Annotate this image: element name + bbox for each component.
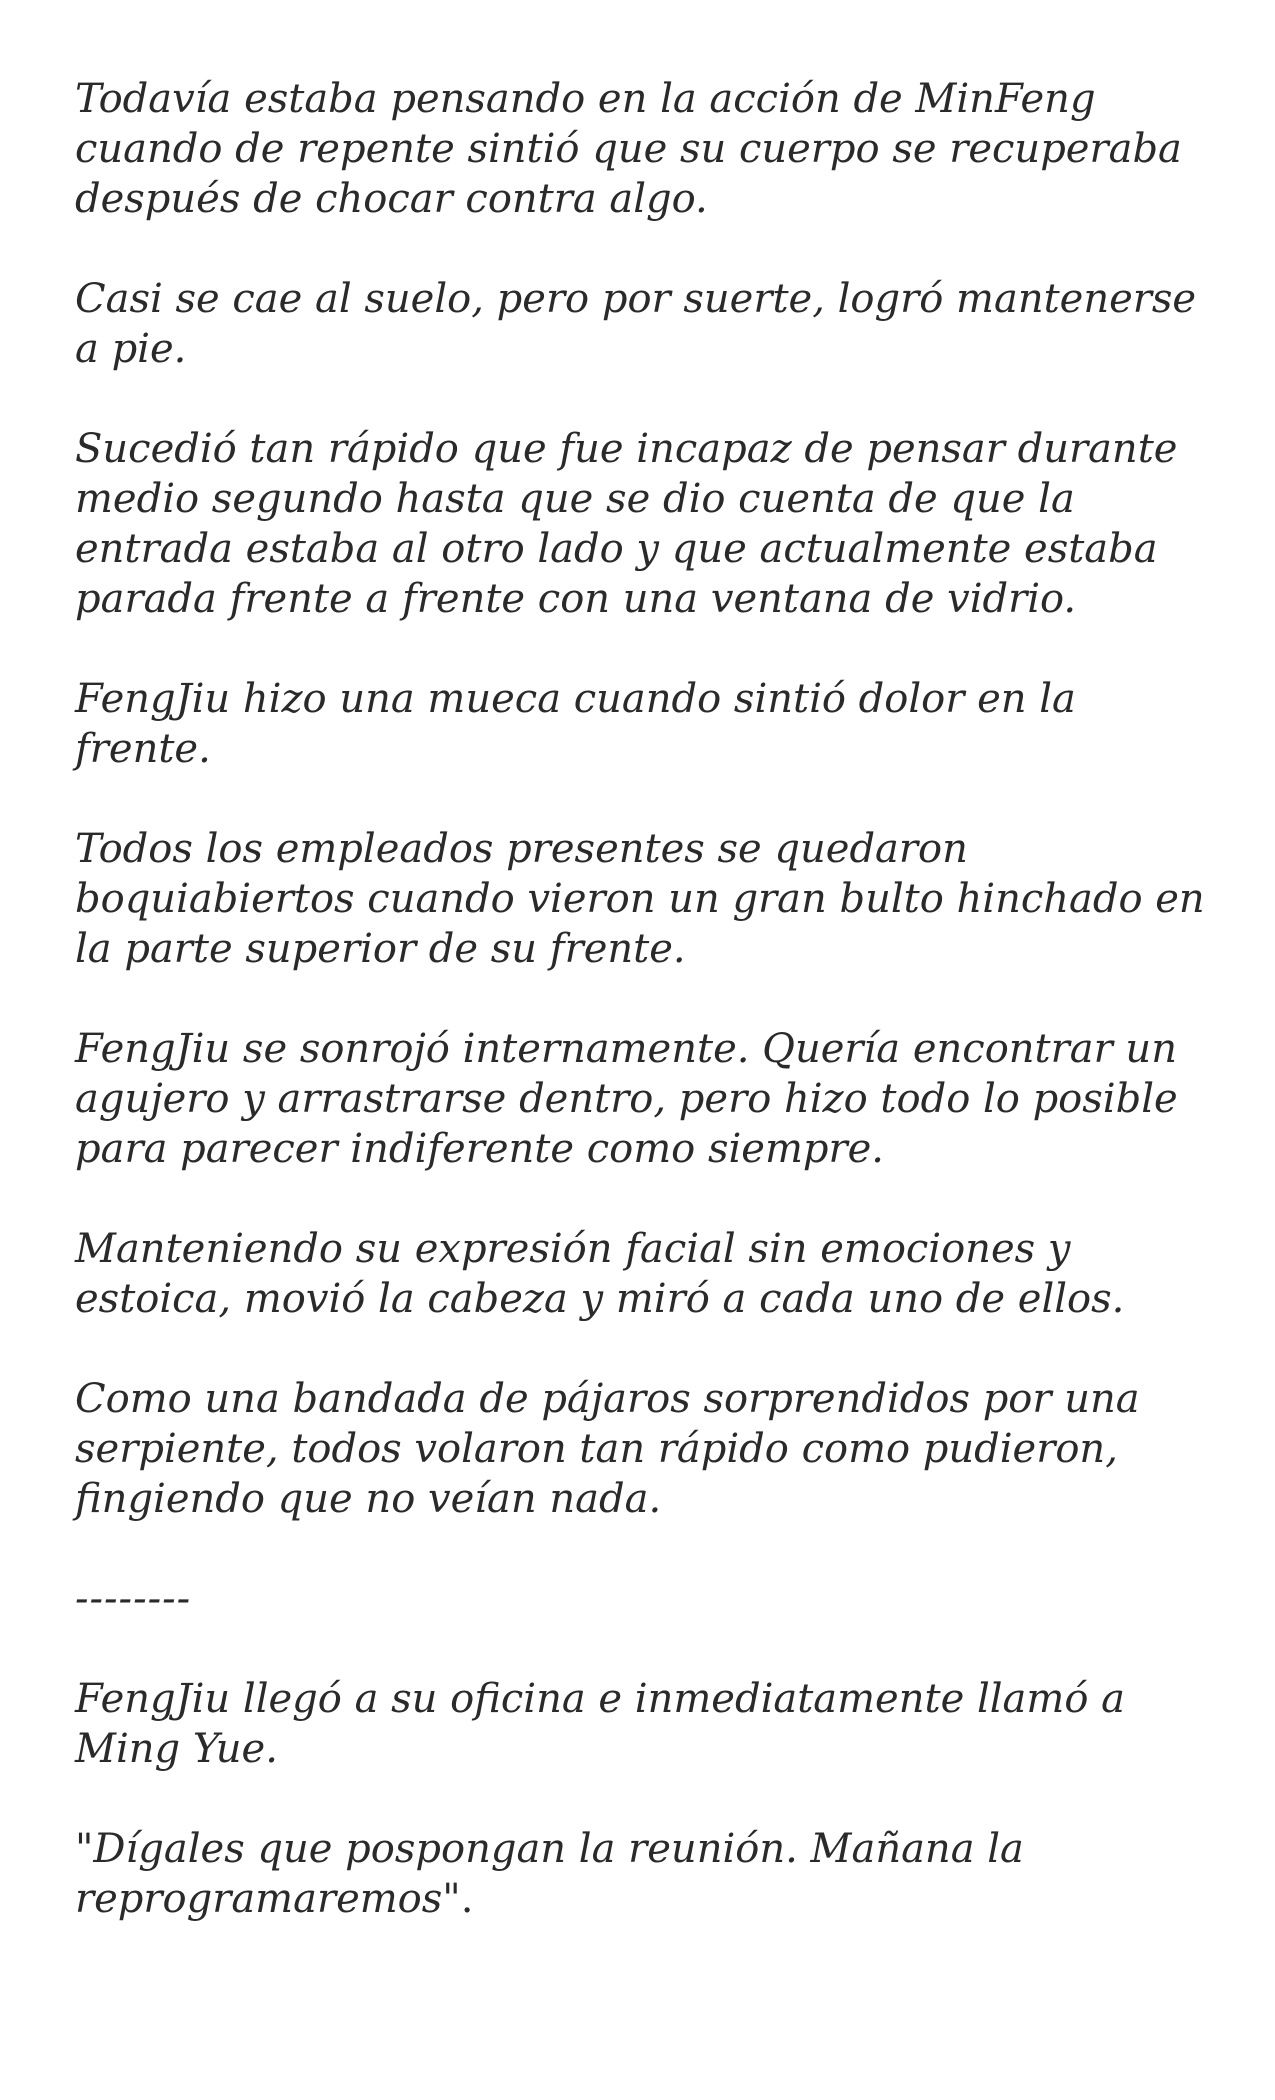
paragraph: Manteniendo su expresión facial sin emociones y estoica, movió la cabeza y miró a cada uno de ellos. — [75, 1226, 1125, 1322]
paragraph: FengJiu llegó a su oficina e inmediatamente llamó a Ming Yue. — [75, 1676, 1125, 1772]
paragraph: FengJiu hizo una mueca cuando sintió dolor en la frente. — [75, 676, 1076, 772]
scene-separator: -------- — [75, 1576, 192, 1622]
paragraph: Como una bandada de pájaros sorprendidos por una serpiente, todos volaron tan rápido como pudieron, fingiendo que no veían nada. — [75, 1376, 1140, 1522]
quote-open-mark: " — [75, 1826, 94, 1872]
paragraph: FengJiu se sonrojó internamente. Quería encontrar un agujero y arrastrarse dentro, pero hizo todo lo posible para parecer indiferente como siempre. — [75, 1026, 1178, 1172]
dialogue-text: Dígales que pospongan la reunión. Mañana la reprogramaremos — [75, 1826, 1024, 1922]
paragraph: Casi se cae al suelo, pero por suerte, logró mantenerse a pie. — [75, 276, 1197, 372]
paragraph: Sucedió tan rápido que fue incapaz de pensar durante medio segundo hasta que se dio cuenta de que la entrada estaba al otro lado y que actualmente estaba parada frente a frente con una ventana de vidrio. — [75, 426, 1178, 622]
paragraph: Todavía estaba pensando en la acción de MinFeng cuando de repente sintió que su cuerpo se recuperaba después de chocar contra algo. — [75, 76, 1182, 222]
document-body — [75, 74, 1215, 1974]
quote-close-mark: ". — [442, 1876, 474, 1922]
dialogue-paragraph — [75, 1824, 1215, 1924]
paragraph: Todos los empleados presentes se quedaron boquiabiertos cuando vieron un gran bulto hinchado en la parte superior de su frente. — [75, 826, 1205, 972]
